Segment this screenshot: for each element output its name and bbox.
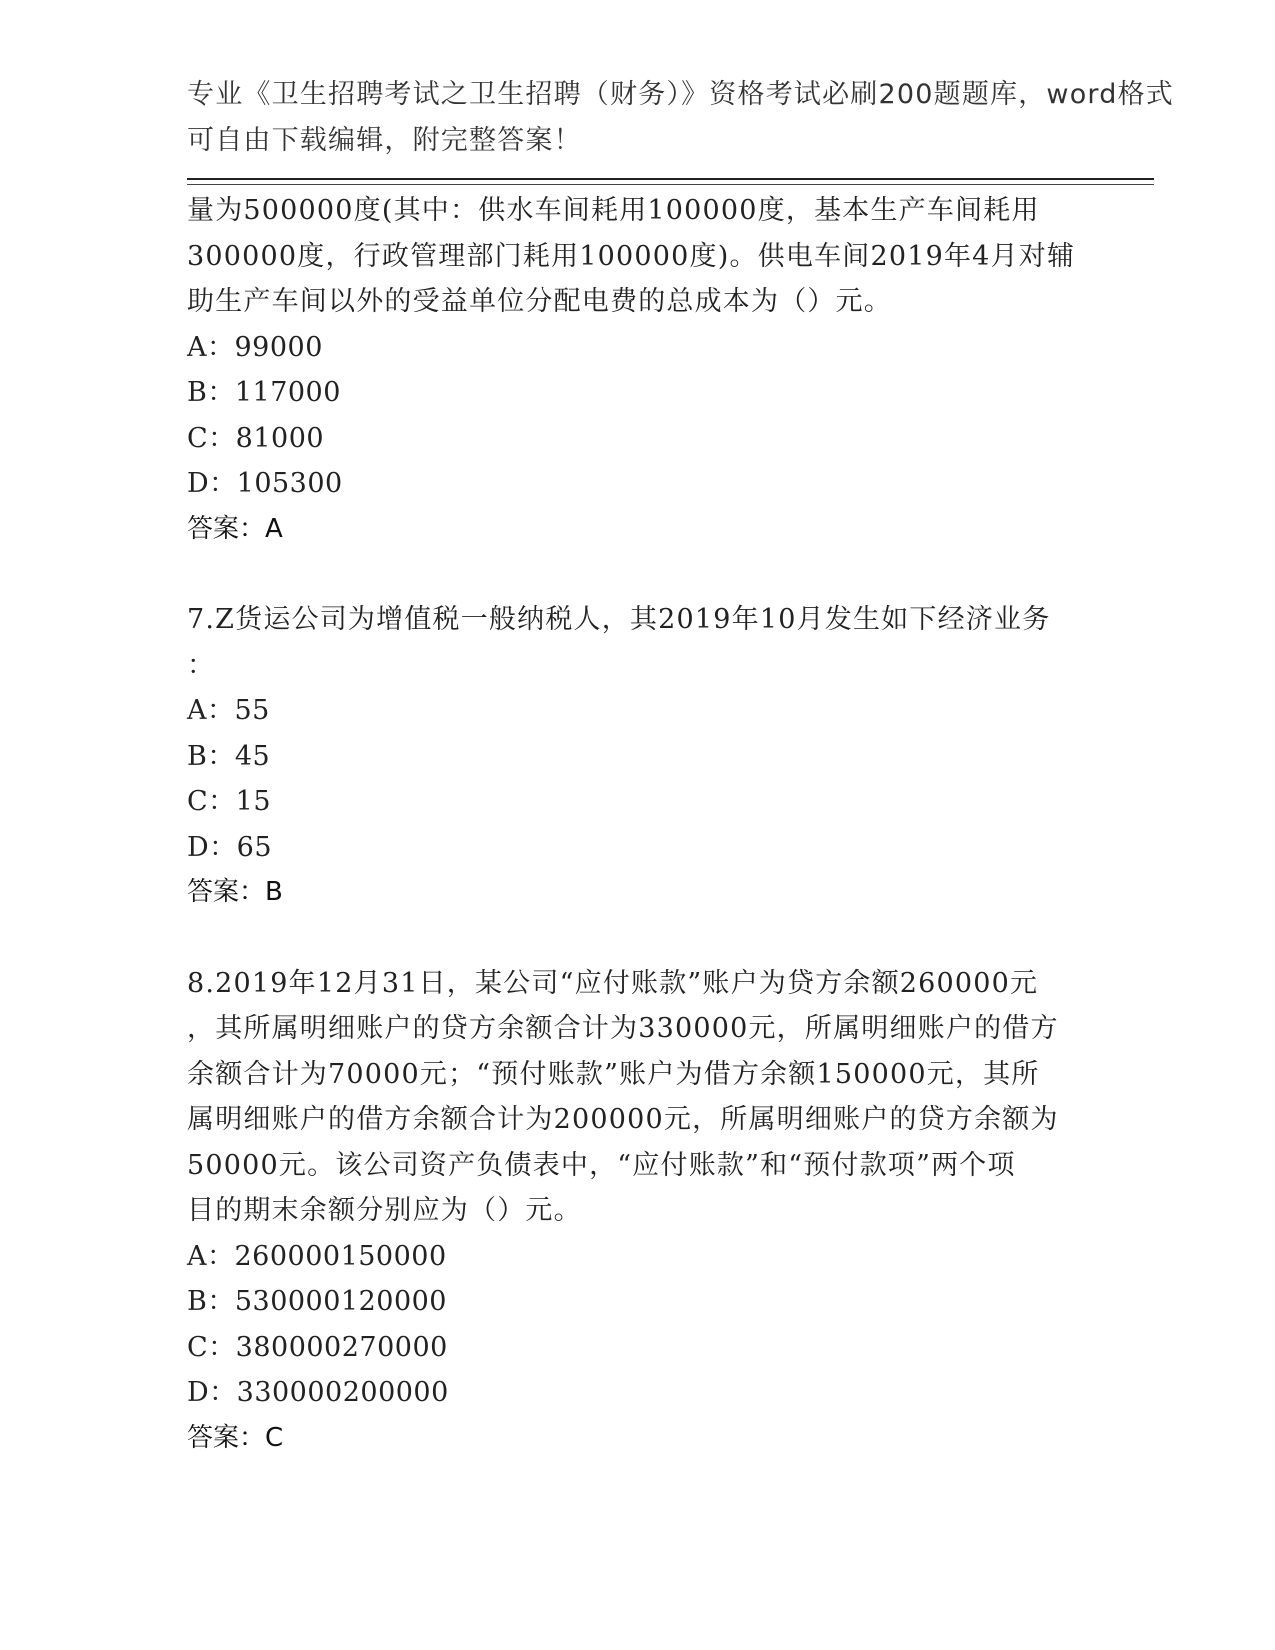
option-a: A：99000: [187, 331, 323, 363]
option-d: D：65: [187, 831, 273, 863]
option-d: D：330000200000: [187, 1377, 449, 1408]
question-stem-line: 属明细账户的借方余额合计为200000元，所属明细账户的贷方余额为: [187, 1104, 1059, 1135]
question-stem-line: ：: [187, 649, 216, 681]
question-6: [187, 188, 1087, 552]
answer-label: 答案：A: [187, 513, 283, 544]
document-header: [187, 72, 1174, 163]
option-b: B：530000120000: [187, 1286, 447, 1317]
question-stem-line: 量为500000度(其中：供水车间耗用100000度，基本生产车间耗用: [187, 195, 1040, 226]
question-stem-line: 助生产车间以外的受益单位分配电费的总成本为（）元。: [187, 286, 892, 317]
header-divider-thin: [187, 184, 1154, 185]
question-stem-line: 8.2019年12月31日，某公司“应付账款”账户为贷方余额260000元: [187, 967, 1039, 999]
option-c: C：81000: [187, 422, 325, 454]
question-stem-line: 300000度，行政管理部门耗用100000度)。供电车间2019年4月对辅: [187, 240, 1076, 272]
answer-label: 答案：C: [187, 1422, 284, 1453]
spacer: [187, 916, 1087, 961]
header-title-line-1: 专业《卫生招聘考试之卫生招聘（财务）》资格考试必刷200题题库，word格式: [187, 79, 1174, 110]
question-stem-line: 余额合计为70000元；“预付账款”账户为借方余额150000元，其所: [187, 1058, 1040, 1090]
option-d: D：105300: [187, 468, 343, 499]
option-b: B：45: [187, 740, 271, 772]
question-stem-line: 7.Z货运公司为增值税一般纳税人，其2019年10月发生如下经济业务: [187, 604, 1051, 635]
question-stem-line: ，其所属明细账户的贷方余额合计为330000元，所属明细账户的借方: [187, 1013, 1059, 1044]
option-c: C：15: [187, 786, 272, 817]
option-a: A：260000150000: [187, 1240, 447, 1272]
answer-label: 答案：B: [187, 877, 283, 907]
question-8: [187, 961, 1087, 1462]
question-stem-line: 目的期末余额分别应为（）元。: [187, 1195, 582, 1226]
question-stem-line: 50000元。该公司资产负债表中，“应付账款”和“预付款项”两个项: [187, 1149, 1016, 1181]
header-divider-thick: [187, 178, 1154, 180]
option-b: B：117000: [187, 377, 341, 408]
option-c: C：380000270000: [187, 1331, 448, 1363]
question-7: [187, 597, 1087, 916]
document-body: [187, 188, 1087, 1461]
option-a: A：55: [187, 695, 270, 726]
spacer: [187, 552, 1087, 597]
header-title-line-2: 可自由下载编辑，附完整答案！: [187, 124, 582, 156]
